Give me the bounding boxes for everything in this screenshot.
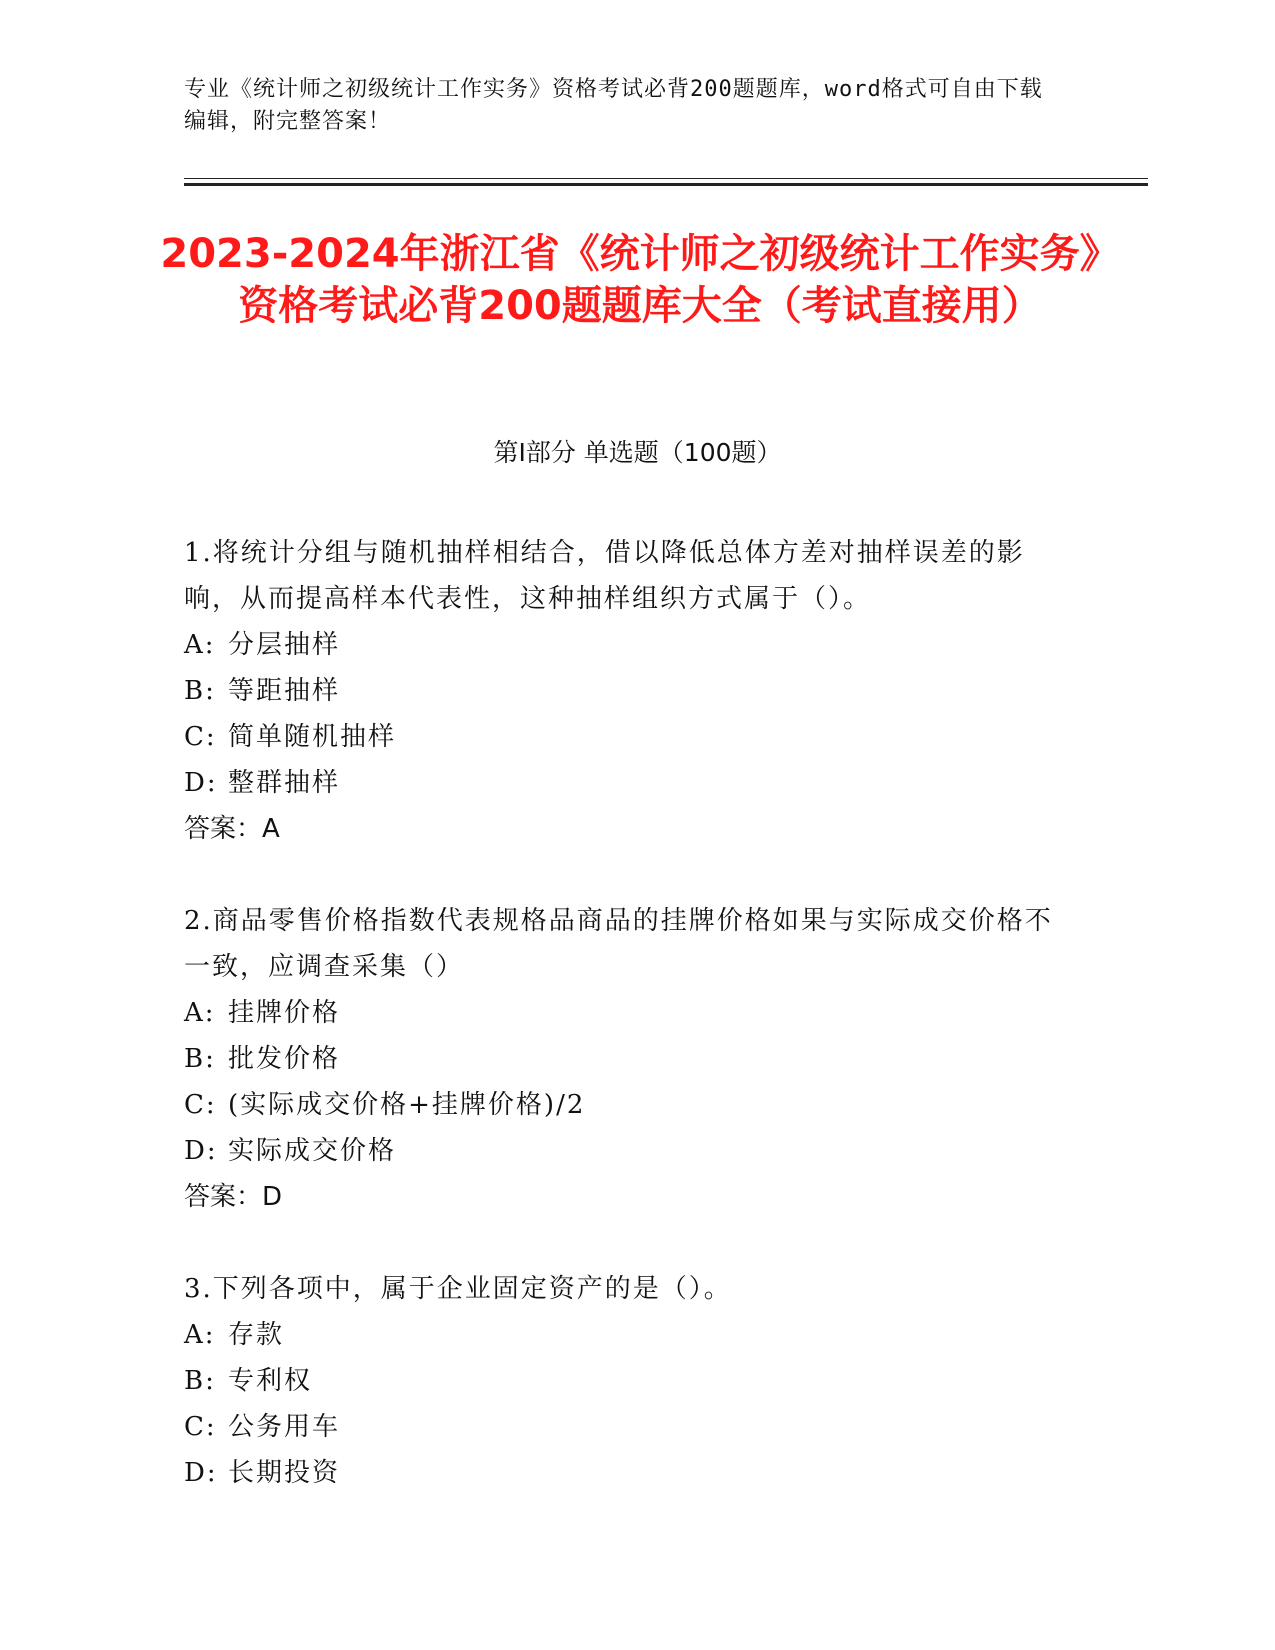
question-list	[184, 530, 1064, 1542]
option-a	[184, 622, 1064, 668]
question-stem: 3.下列各项中，属于企业固定资产的是（）。	[184, 1274, 732, 1304]
option-text: (实际成交价格+挂牌价格)/2	[228, 1090, 586, 1120]
option-text: 实际成交价格	[228, 1136, 397, 1166]
option-letter: A:	[184, 1320, 216, 1350]
question-3	[184, 1266, 1064, 1496]
option-letter: C:	[184, 1412, 217, 1442]
question-2	[184, 898, 1064, 1220]
option-letter: D:	[184, 1136, 218, 1166]
option-letter: B:	[184, 676, 216, 706]
section-title: 第I部分 单选题（100题）	[493, 438, 782, 467]
header-rule-thick	[184, 183, 1148, 186]
header-rule-thin	[184, 178, 1148, 179]
option-d	[184, 1128, 1064, 1174]
option-letter: C:	[184, 722, 217, 752]
option-letter: D:	[184, 1458, 218, 1488]
option-text: 批发价格	[228, 1044, 341, 1074]
answer-line: 答案：D	[184, 1182, 283, 1212]
option-b	[184, 668, 1064, 714]
option-d	[184, 760, 1064, 806]
option-a	[184, 1312, 1064, 1358]
header-note: 专业《统计师之初级统计工作实务》资格考试必背200题题库，word格式可自由下载编辑，附完整答案！	[184, 77, 1043, 134]
option-text: 分层抽样	[228, 630, 341, 660]
option-d	[184, 1450, 1064, 1496]
option-c	[184, 714, 1064, 760]
document-title: 2023-2024年浙江省《统计师之初级统计工作实务》资格考试必背200题题库大全（考试直接用）	[160, 231, 1120, 329]
option-text: 简单随机抽样	[228, 722, 397, 752]
option-letter: C:	[184, 1090, 217, 1120]
question-stem: 2.商品零售价格指数代表规格品商品的挂牌价格如果与实际成交价格不一致，应调查采集（）	[184, 906, 1053, 982]
option-text: 整群抽样	[228, 768, 341, 798]
option-text: 等距抽样	[228, 676, 341, 706]
option-c	[184, 1404, 1064, 1450]
option-a	[184, 990, 1064, 1036]
option-text: 挂牌价格	[228, 998, 341, 1028]
option-text: 公务用车	[228, 1412, 341, 1442]
option-letter: A:	[184, 998, 216, 1028]
option-b	[184, 1036, 1064, 1082]
answer-line: 答案：A	[184, 814, 280, 844]
question-1	[184, 530, 1064, 852]
option-letter: A:	[184, 630, 216, 660]
option-c	[184, 1082, 1064, 1128]
option-letter: B:	[184, 1366, 216, 1396]
option-b	[184, 1358, 1064, 1404]
option-text: 长期投资	[228, 1458, 341, 1488]
question-stem: 1.将统计分组与随机抽样相结合，借以降低总体方差对抽样误差的影响，从而提高样本代表性，这种抽样组织方式属于（）。	[184, 538, 1025, 614]
option-letter: D:	[184, 768, 218, 798]
option-letter: B:	[184, 1044, 216, 1074]
option-text: 存款	[228, 1320, 285, 1350]
option-text: 专利权	[228, 1366, 313, 1396]
